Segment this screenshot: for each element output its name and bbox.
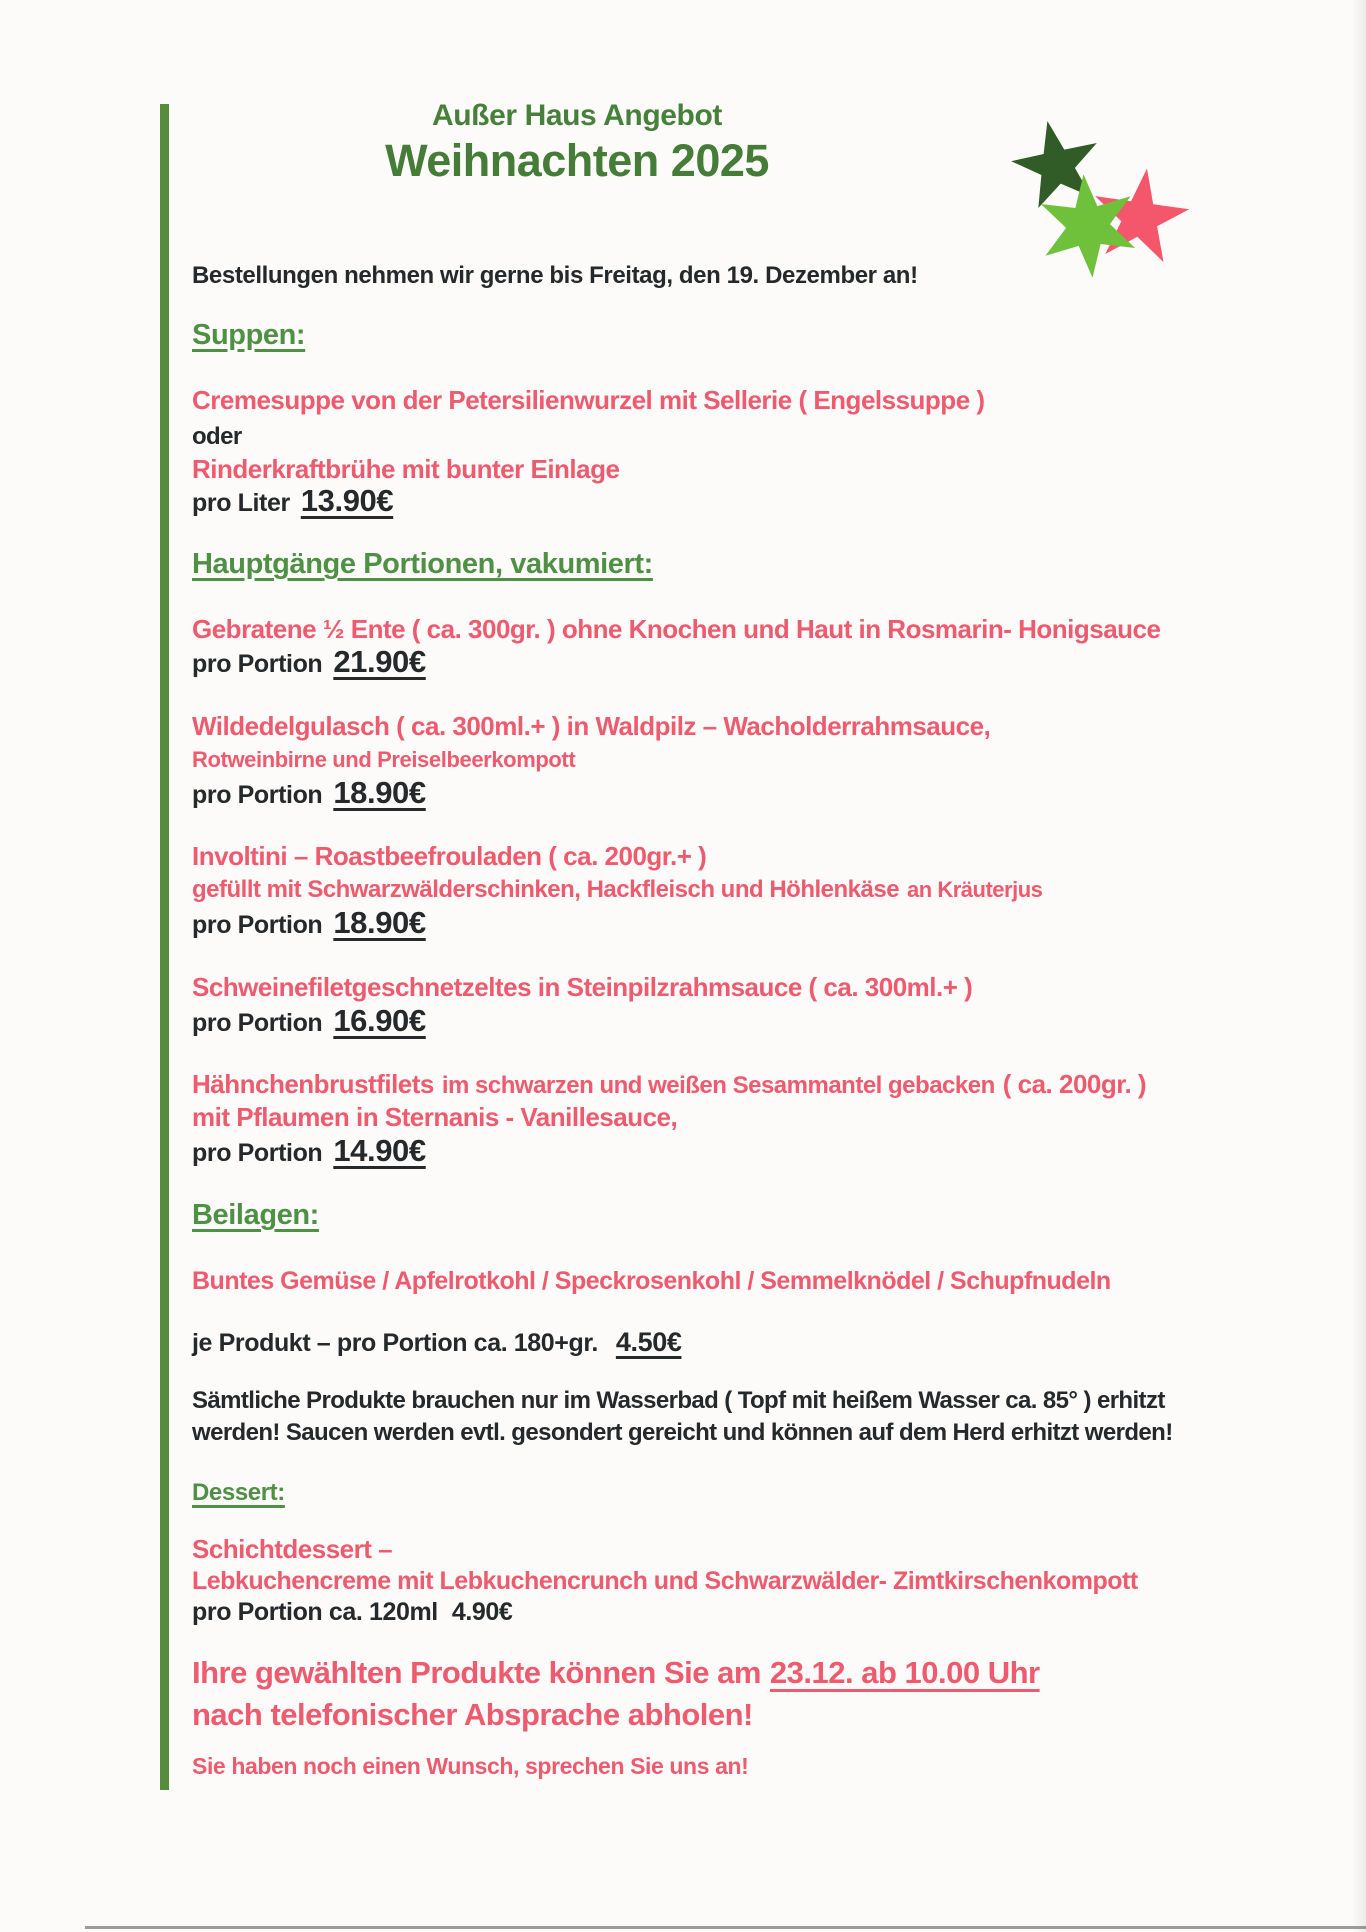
order-deadline-note: Bestellungen nehmen wir gerne bis Freitag, den 19. Dezember an! [192,262,918,289]
involtini-filling-text: gefüllt mit Schwarzwälderschinken, Hackfleisch und Höhlenkäse [192,876,900,903]
chicken-name: Hähnchenbrustfilets [192,1069,434,1099]
price-label: je Produkt – pro Portion ca. 180+gr. [192,1329,598,1357]
involtini-jus-text: an Kräuterjus [907,877,1043,902]
heating-notice-line1: Sämtliche Produkte brauchen nur im Wasserbad ( Topf mit heißem Wasser ca. 85° ) erhitzt [192,1387,1165,1414]
price-value: 18.90€ [333,775,426,810]
main-item-pork: Schweinefiletgeschnetzeltes in Steinpilzrahmsauce ( ca. 300ml.+ ) [192,972,973,1002]
main-item-chicken-price-row [192,1135,426,1168]
pickup-datetime: 23.12. ab 10.00 Uhr [769,1655,1040,1690]
main-item-duck: Gebratene ½ Ente ( ca. 300gr. ) ohne Knochen und Haut in Rosmarin- Honigsauce [192,614,1161,644]
main-item-pork-price-row [192,1005,426,1038]
main-item-involtini-detail [192,877,1042,902]
price-label: pro Portion [192,1009,323,1037]
soup-price-row [192,485,393,518]
price-label: pro Portion [192,650,323,678]
soup-separator: oder [192,423,242,450]
main-item-goulash: Wildedelgulasch ( ca. 300ml.+ ) in Waldpilz – Wacholderrahmsauce, [192,711,991,741]
soup-option-2: Rinderkraftbrühe mit bunter Einlage [192,454,620,484]
price-value: 13.90€ [300,483,394,518]
menu-title: Weihnachten 2025 [385,135,769,186]
main-item-involtini-price-row [192,907,426,940]
price-label: pro Portion [192,781,323,809]
price-value: 18.90€ [333,905,426,940]
main-item-involtini: Involtini – Roastbeefrouladen ( ca. 200gr.+ ) [192,841,707,871]
price-value: 21.90€ [333,644,426,679]
dessert-desc: Lebkuchencreme mit Lebkuchencrunch und Schwarzwälder- Zimtkirschenkompott [192,1567,1138,1595]
left-accent-bar [160,104,169,1790]
price-label: pro Portion [192,1139,323,1167]
heating-notice-line2: werden! Saucen werden evtl. gesondert gereicht und können auf dem Herd erhitzt werden! [192,1419,1173,1446]
dessert-name: Schichtdessert – [192,1534,393,1564]
price-value: 16.90€ [333,1003,426,1038]
menu-subtitle: Außer Haus Angebot [431,99,723,132]
soup-option-1: Cremesuppe von der Petersilienwurzel mit Sellerie ( Engelssuppe ) [192,385,985,415]
dessert-price-row [192,1599,512,1625]
section-heading-suppen: Suppen: [192,319,306,351]
chicken-size: ( ca. 200gr. ) [1002,1069,1147,1099]
christmas-stars-illustration [985,98,1235,283]
scan-edge-shadow [1352,0,1366,1932]
pickup-info-line1 [192,1657,1040,1690]
price-value: 4.90€ [451,1598,513,1626]
pickup-text: Ihre gewählten Produkte können Sie am [192,1655,761,1690]
main-item-chicken-detail: mit Pflaumen in Sternanis - Vanillesauce, [192,1102,678,1132]
pickup-info-line2: nach telefonischer Absprache abholen! [192,1697,753,1732]
price-label: pro Portion ca. 120ml [192,1598,438,1626]
price-value: 4.50€ [615,1327,682,1357]
main-item-goulash-detail: Rotweinbirne und Preiselbeerkompott [192,747,576,772]
section-heading-dessert: Dessert: [192,1479,285,1506]
sides-price-row [192,1328,681,1356]
price-label: pro Portion [192,911,323,939]
chicken-desc: im schwarzen und weißen Sesammantel gebacken [441,1072,995,1099]
price-value: 14.90€ [333,1133,426,1168]
main-item-chicken [192,1071,1146,1098]
main-item-duck-price-row [192,646,426,679]
scan-bottom-artifact [85,1926,1366,1929]
sides-list: Buntes Gemüse / Apfelrotkohl / Speckrosenkohl / Semmelknödel / Schupfnudeln [192,1267,1111,1295]
section-heading-hauptgaenge: Hauptgänge Portionen, vakumiert: [192,548,653,580]
section-heading-beilagen: Beilagen: [192,1199,319,1231]
main-item-goulash-price-row [192,777,426,810]
wish-note: Sie haben noch einen Wunsch, sprechen Sie uns an! [192,1753,749,1779]
price-label: pro Liter [192,489,290,517]
